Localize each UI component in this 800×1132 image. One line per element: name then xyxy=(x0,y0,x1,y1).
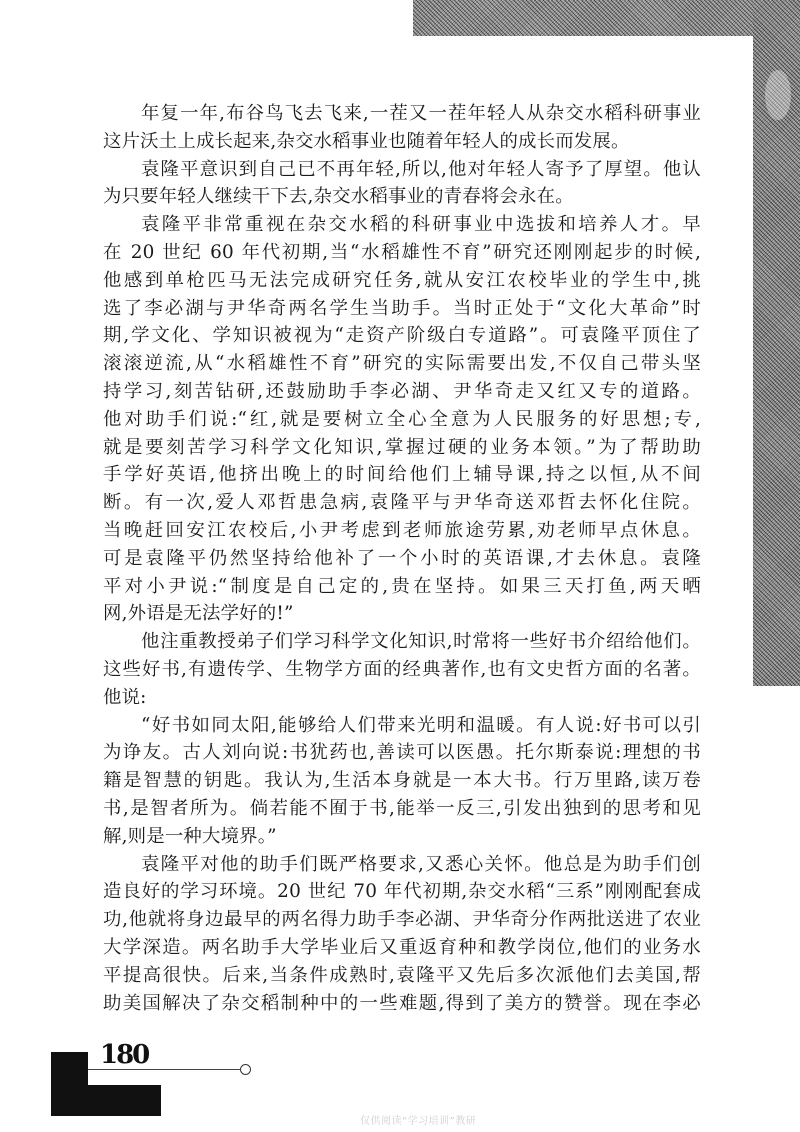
page-ornament-block-bottom xyxy=(51,1085,161,1116)
page-ornament-block-top xyxy=(51,1052,88,1086)
footer-watermark: 仅供阅读“学习培训”教研 xyxy=(360,1116,477,1127)
page-number-rule xyxy=(88,1069,240,1070)
text-line: 袁隆平对他的助手们既严格要求,又悉心关怀。他总是为助手们创 xyxy=(141,853,701,875)
text-line: “好书如同太阳,能够给人们带来光明和温暖。有人说:好书可以引 xyxy=(141,714,701,736)
text-line: 功,他就将身边最早的两名得力助手李必湖、尹华奇分作两批送进了农业 xyxy=(103,909,701,931)
decorative-border-right xyxy=(753,0,800,686)
text-line: 籍是智慧的钥匙。我认为,生活本身就是一本大书。行万里路,读万卷 xyxy=(103,770,701,792)
text-line: 他说: xyxy=(103,686,147,708)
text-line: 手学好英语,他挤出晚上的时间给他们上辅导课,持之以恒,从不间 xyxy=(103,464,701,486)
text-line: 在 20 世纪 60 年代初期,当“水稻雄性不育”研究还刚刚起步的时候, xyxy=(103,241,701,263)
text-line: 选了李必湖与尹华奇两名学生当助手。当时正处于“文化大革命”时 xyxy=(103,297,701,319)
text-line: 助美国解决了杂交稻制种中的一些难题,得到了美方的赞誉。现在李必 xyxy=(103,992,701,1014)
text-line: 持学习,刻苦钻研,还鼓励助手李必湖、尹华奇走又红又专的道路。 xyxy=(103,380,701,402)
circle-ornament-icon xyxy=(240,1064,251,1075)
text-line: 可是袁隆平仍然坚持给他补了一个小时的英语课,才去休息。袁隆 xyxy=(103,547,701,569)
text-line: 书,是智者所为。倘若能不囿于书,能举一反三,引发出独到的思考和见 xyxy=(103,797,701,819)
text-line: 就是要刻苦学习科学文化知识,掌握过硬的业务本领。”为了帮助助 xyxy=(103,436,701,458)
text-line: 为只要年轻人继续干下去,杂交水稻事业的青春将会永在。 xyxy=(103,186,574,208)
text-line: 解,则是一种大境界。” xyxy=(103,825,277,847)
text-line: 他感到单枪匹马无法完成研究任务,就从安江农校毕业的学生中,挑 xyxy=(103,269,701,291)
text-line: 大学深造。两名助手大学毕业后又重返育种和教学岗位,他们的业务水 xyxy=(103,936,701,958)
text-line: 平提高很快。后来,当条件成熟时,袁隆平又先后多次派他们去美国,帮 xyxy=(103,964,701,986)
text-line: 断。有一次,爱人邓哲患急病,袁隆平与尹华奇送邓哲去怀化住院。 xyxy=(103,492,701,514)
text-line: 平对小尹说:“制度是自己定的,贵在坚持。如果三天打鱼,两天晒 xyxy=(103,575,701,597)
text-line: 袁隆平意识到自己已不再年轻,所以,他对年轻人寄予了厚望。他认 xyxy=(141,158,701,180)
text-line: 为诤友。古人刘向说:书犹药也,善读可以医愚。托尔斯泰说:理想的书 xyxy=(103,742,701,764)
text-line: 他对助手们说:“红,就是要树立全心全意为人民服务的好思想;专, xyxy=(103,408,701,430)
text-line: 当晚赶回安江农校后,小尹考虑到老师旅途劳累,劝老师早点休息。 xyxy=(103,519,701,541)
text-line: 造良好的学习环境。20 世纪 70 年代初期,杂交水稻“三系”刚刚配套成 xyxy=(103,881,701,903)
page-number: 180 xyxy=(100,1040,149,1070)
text-line: 这片沃土上成长起来,杂交水稻事业也随着年轻人的成长而发展。 xyxy=(103,130,630,152)
text-line: 他注重教授弟子们学习科学文化知识,时常将一些好书介绍给他们。 xyxy=(141,631,701,653)
text-line: 袁隆平非常重视在杂交水稻的科研事业中选拔和培养人才。早 xyxy=(141,214,701,236)
body-text xyxy=(103,100,701,1017)
text-line: 这些好书,有遗传学、生物学方面的经典著作,也有文史哲方面的名著。 xyxy=(103,658,701,680)
text-line: 期,学文化、学知识被视为“走资产阶级白专道路”。可袁隆平顶住了 xyxy=(103,325,701,347)
text-line: 年复一年,布谷鸟飞去飞来,一茬又一茬年轻人从杂交水稻科研事业 xyxy=(141,103,701,124)
decorative-border-top xyxy=(413,0,800,36)
text-line: 滚滚逆流,从“水稻雄性不育”研究的实际需要出发,不仅自己带头坚 xyxy=(103,353,701,375)
text-line: 网,外语是无法学好的!” xyxy=(103,603,294,625)
